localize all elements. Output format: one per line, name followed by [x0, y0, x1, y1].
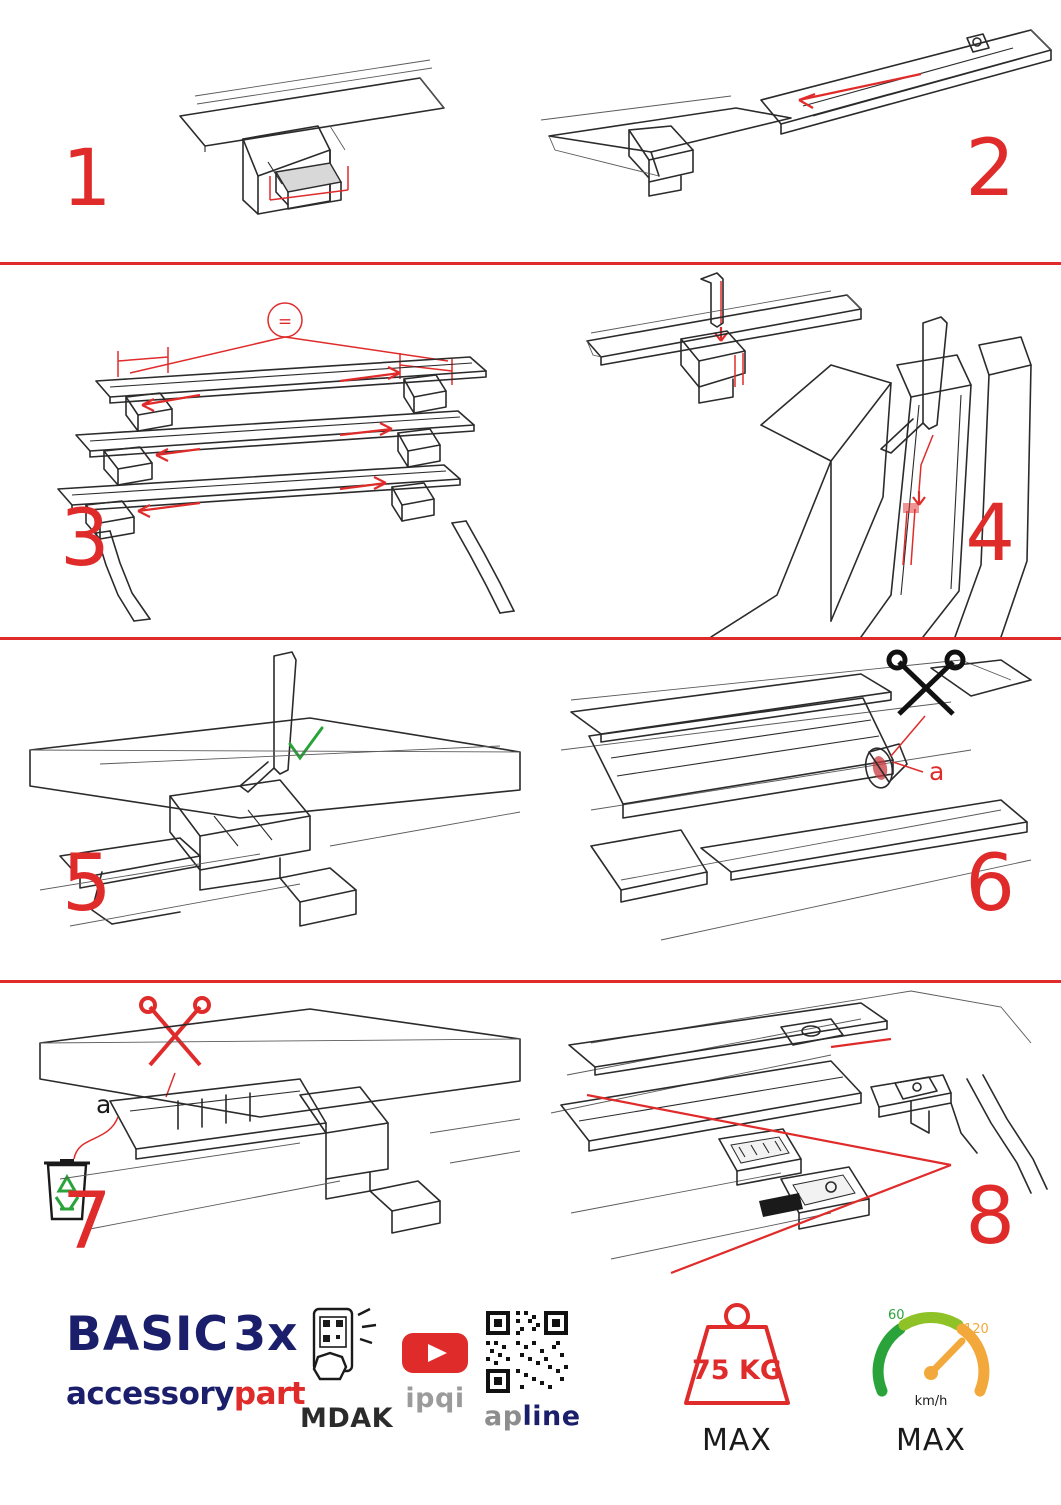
- qr-phone-icon: [300, 1305, 386, 1397]
- max-speed-block: [866, 1293, 996, 1458]
- logo-label-line: line: [522, 1401, 581, 1432]
- brand-name-part1: accessory: [66, 1376, 234, 1412]
- product-name-row: [66, 1307, 305, 1362]
- step-panel-1: [0, 0, 530, 262]
- step-row-4: [0, 983, 1061, 1283]
- step-panel-4: [531, 265, 1061, 637]
- footer-brand-bar: [0, 1283, 1061, 1505]
- product-name: BASIC: [66, 1307, 230, 1362]
- step-number-1: 1: [62, 134, 110, 224]
- max-load-block: [672, 1299, 802, 1458]
- step-panel-6: [531, 640, 1061, 980]
- step-panel-3: [0, 265, 530, 637]
- label-a-step6: a: [929, 757, 945, 786]
- logo-mdak[interactable]: [300, 1305, 393, 1434]
- speedometer-icon: [866, 1293, 996, 1419]
- step-number-2: 2: [965, 124, 1013, 214]
- step-panel-7: [0, 983, 530, 1283]
- product-quantity: 3x: [233, 1307, 299, 1362]
- step-number-6: 6: [965, 839, 1013, 929]
- step-row-3: [0, 640, 1061, 983]
- gauge-max-label: 120: [964, 1322, 989, 1337]
- gauge-min-label: 60: [888, 1308, 905, 1323]
- step-row-1: [0, 0, 1061, 265]
- step-panel-5: [0, 640, 530, 980]
- logo-label-mdak: MDAK: [300, 1403, 394, 1434]
- weight-icon: [672, 1299, 802, 1419]
- label-a-step7: a: [96, 1090, 112, 1119]
- step-number-4: 4: [965, 489, 1013, 579]
- logo-ipqi[interactable]: [400, 1327, 470, 1414]
- logo-label-ap: ap: [484, 1401, 523, 1432]
- logo-label-ipqi: ipqi: [405, 1383, 465, 1414]
- step-row-2: [0, 265, 1061, 640]
- step-number-7: 7: [62, 1177, 110, 1267]
- max-load-value: 75 KG: [691, 1355, 783, 1386]
- step-number-8: 8: [965, 1172, 1013, 1262]
- step-number-5: 5: [62, 839, 110, 929]
- scissors-icon-step7: [141, 998, 209, 1065]
- max-load-label: MAX: [702, 1423, 772, 1458]
- youtube-icon: [400, 1327, 470, 1377]
- step-number-3: 3: [60, 494, 108, 584]
- svg-text:=: =: [277, 312, 293, 332]
- product-brand-block: [66, 1307, 305, 1412]
- brand-name-row: [66, 1376, 305, 1412]
- logo-apline[interactable]: [484, 1309, 581, 1432]
- brand-name-part2: part: [233, 1376, 306, 1412]
- gauge-unit-label: km/h: [914, 1394, 948, 1409]
- step-panel-2: [531, 0, 1061, 262]
- logo-label-apline: [484, 1401, 581, 1432]
- step-panel-8: [531, 983, 1061, 1283]
- qr-code-icon: [484, 1309, 570, 1395]
- max-speed-label: MAX: [896, 1423, 966, 1458]
